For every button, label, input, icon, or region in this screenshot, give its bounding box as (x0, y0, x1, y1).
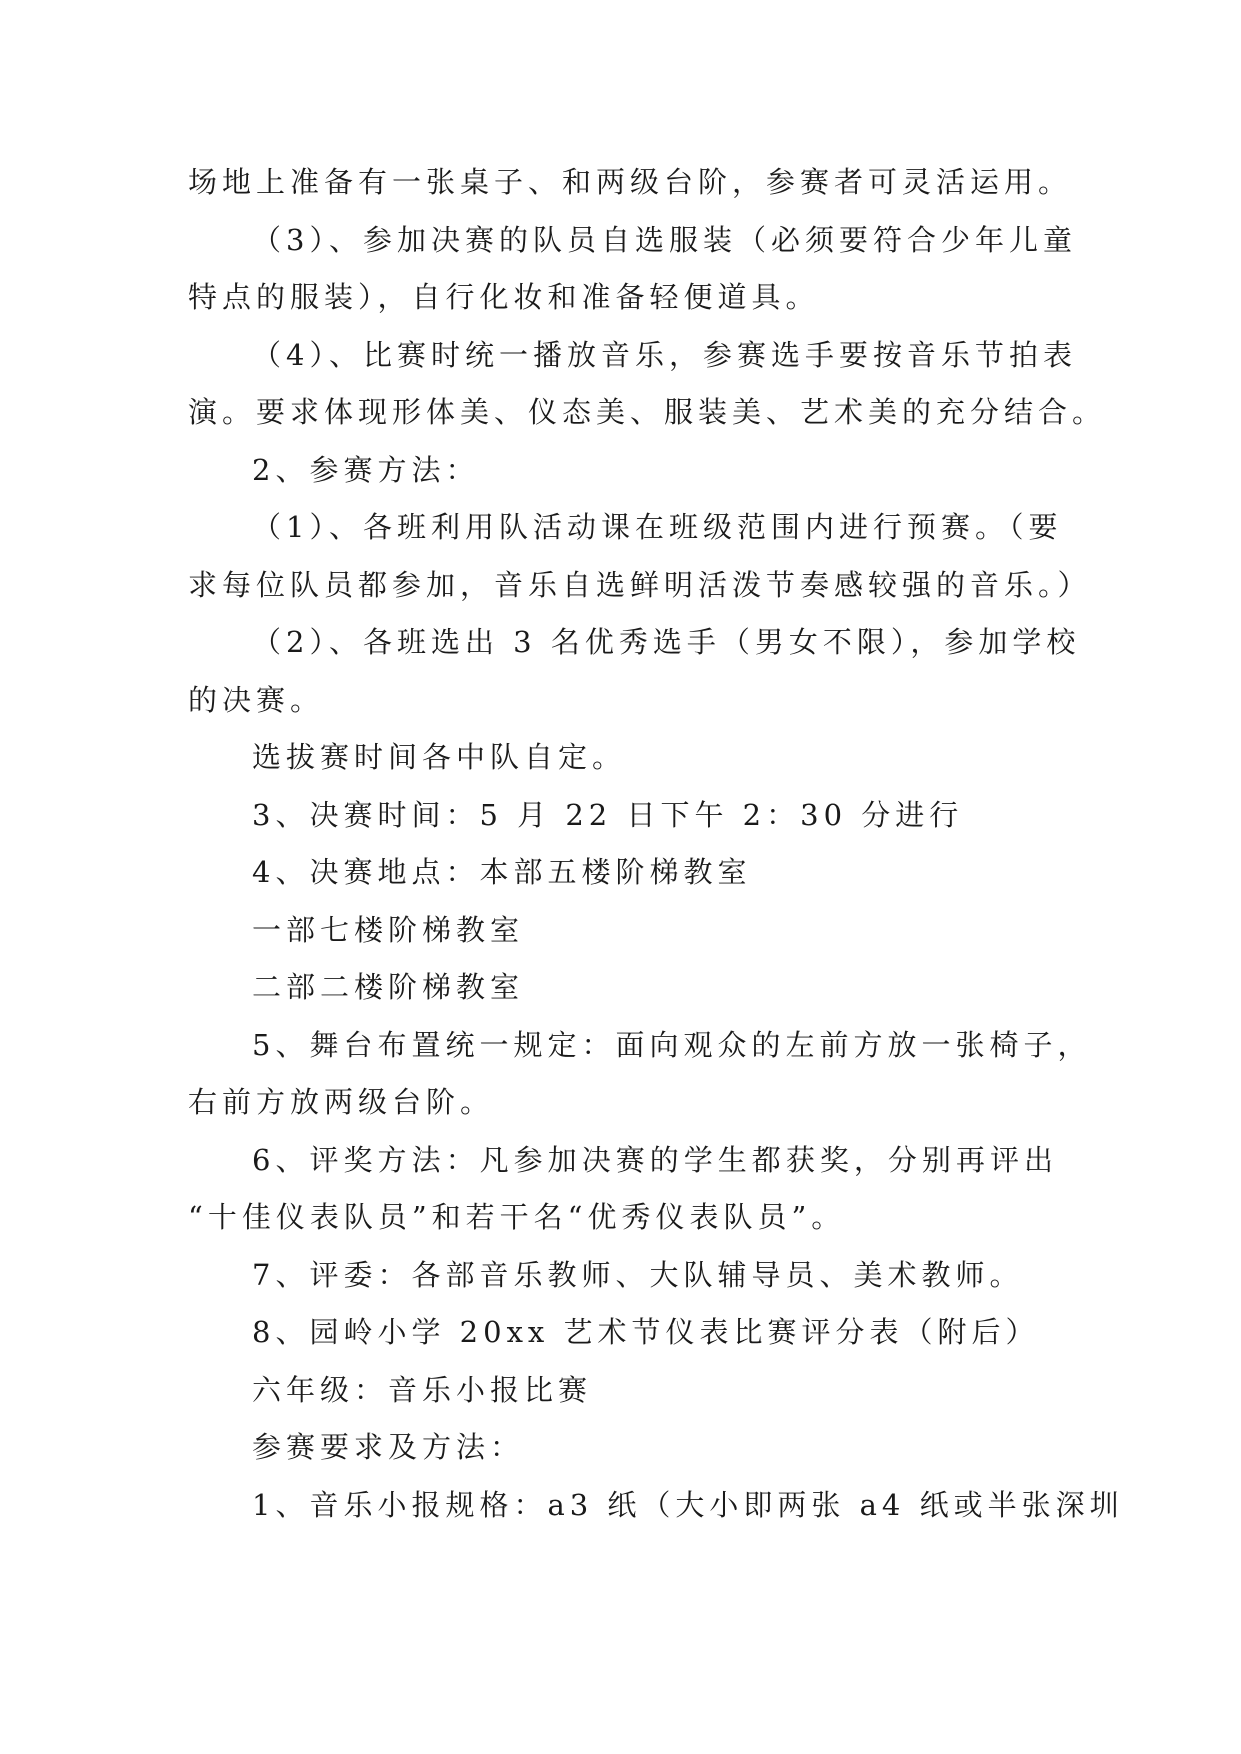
section-heading: 3、决赛时间：5 月 22 日下午 2：30 分进行 (252, 797, 964, 832)
paragraph-line: （3）、参加决赛的队员自选服装（必须要符合少年儿童 (252, 222, 1077, 257)
section-heading: 2、参赛方法： (252, 452, 480, 487)
body-text (188, 154, 1124, 1534)
section-heading: 6、评奖方法：凡参加决赛的学生都获奖，分别再评出 (252, 1142, 1058, 1177)
paragraph-line: 演。要求体现形体美、仪态美、服装美、艺术美的充分结合。 (188, 395, 1107, 429)
section-heading: 8、园岭小学 20xx 艺术节仪表比赛评分表（附后） (252, 1315, 1040, 1349)
paragraph-line: 二部二楼阶梯教室 (252, 970, 525, 1004)
section-heading: 7、评委：各部音乐教师、大队辅导员、美术教师。 (252, 1257, 1024, 1292)
paragraph-line: 求每位队员都参加，音乐自选鲜明活泼节奏感较强的音乐。） (188, 567, 1092, 602)
section-heading: 1、音乐小报规格：a3 纸（大小即两张 a4 纸或半张深圳 (252, 1487, 1124, 1522)
paragraph-line: 场地上准备有一张桌子、和两级台阶，参赛者可灵活运用。 (188, 165, 1073, 199)
paragraph-line: “十佳仪表队员”和若干名“优秀仪表队员”。 (188, 1200, 846, 1234)
paragraph-line: 选拔赛时间各中队自定。 (252, 740, 627, 774)
paragraph-line: 右前方放两级台阶。 (188, 1085, 495, 1119)
section-heading: 5、舞台布置统一规定：面向观众的左前方放一张椅子， (252, 1027, 1092, 1062)
paragraph-line: （4）、比赛时统一播放音乐，参赛选手要按音乐节拍表 (252, 337, 1077, 372)
paragraph-line: 一部七楼阶梯教室 (252, 912, 525, 947)
paragraph-line: （2）、各班选出 3 名优秀选手（男女不限），参加学校 (252, 625, 1081, 659)
paragraph-line: 参赛要求及方法： (252, 1430, 525, 1464)
paragraph-line: 的决赛。 (188, 682, 325, 717)
paragraph-line: 特点的服装），自行化妆和准备轻便道具。 (188, 280, 820, 314)
section-heading: 六年级：音乐小报比赛 (252, 1372, 593, 1407)
paragraph-line: （1）、各班利用队活动课在班级范围内进行预赛。（要 (252, 510, 1063, 544)
section-heading: 4、决赛地点：本部五楼阶梯教室 (252, 855, 752, 889)
